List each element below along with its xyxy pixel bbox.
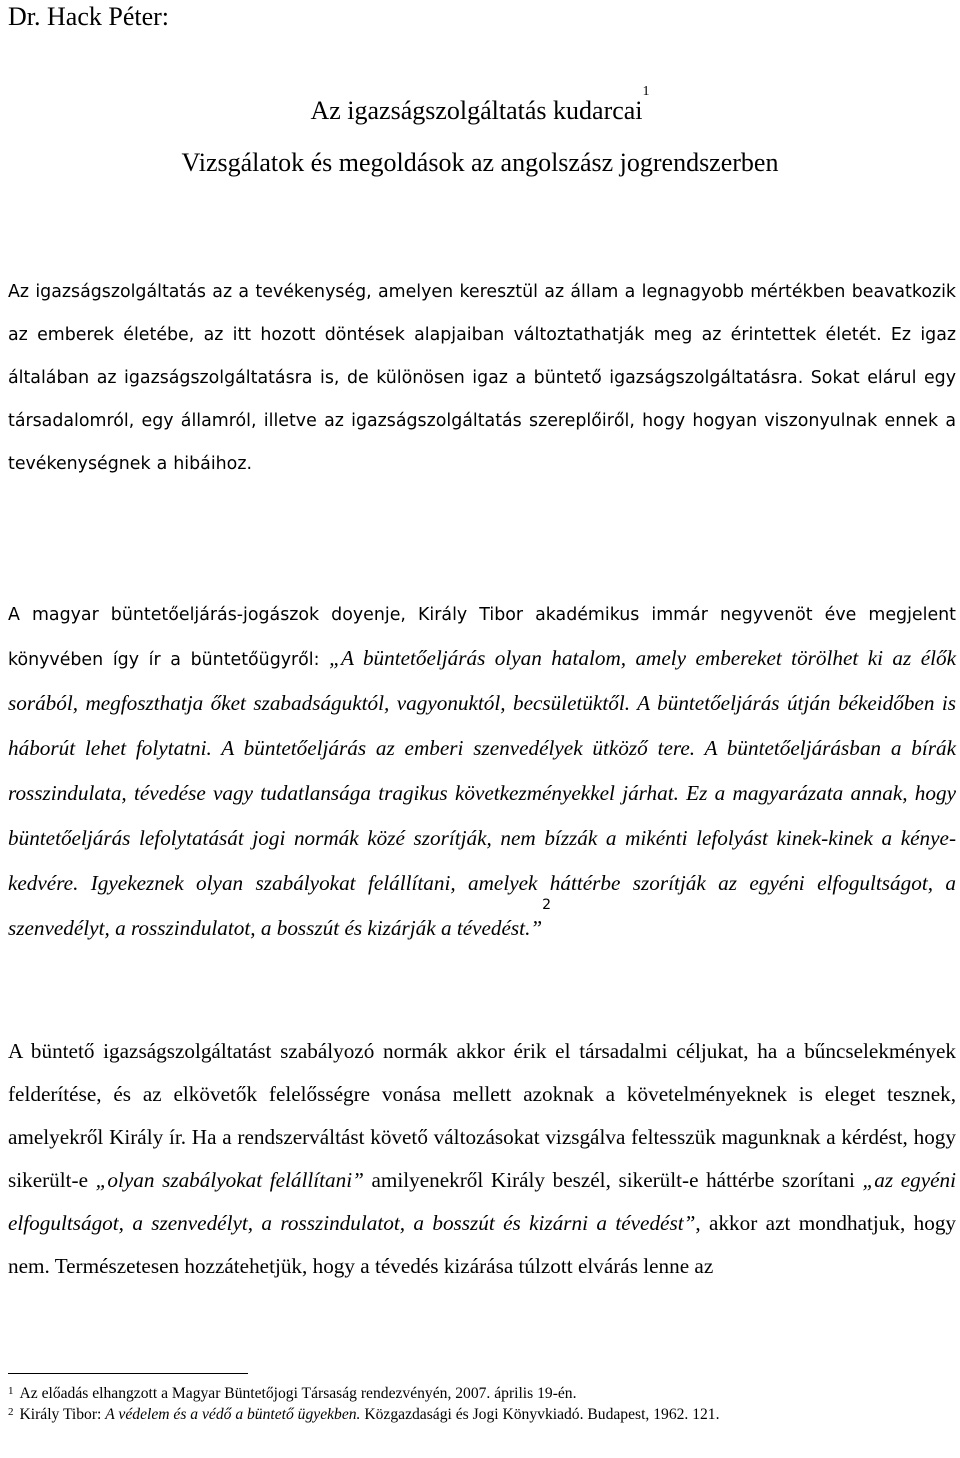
footnote-2 xyxy=(8,1404,958,1425)
footnote-1 xyxy=(8,1383,958,1404)
footnote-1-text: Az előadás elhangzott a Magyar Büntetőjogi Társaság rendezvényén, 2007. április 19-én. xyxy=(19,1385,577,1402)
document-subtitle: Vizsgálatok és megoldások az angolszász jogrendszerben xyxy=(181,148,779,177)
footnote-2-mark[interactable]: 2 xyxy=(542,897,552,913)
paragraph-2-intro: A magyar büntetőeljárás-jogászok doyenje, Király Tibor akadémikus immár negyvenöt éve megjelent könyvében így ír a büntetőügyről: xyxy=(8,605,956,670)
paragraph-3-quote-2: „az egyéni elfogultságot, a szenvedélyt, a rosszindulatot, a bosszút és kizárni a tévedést” xyxy=(8,1168,956,1235)
footnote-2-book-title: A védelem és a védő a büntető ügyekben. xyxy=(105,1406,361,1423)
footnote-2-mark-ref: 2 xyxy=(8,1406,14,1418)
paragraph-2 xyxy=(8,594,956,952)
title-footnote-mark[interactable]: 1 xyxy=(642,84,650,99)
document-title xyxy=(0,84,960,128)
paragraph-3-part-1: A büntető igazságszolgáltatást szabályozó normák akkor érik el társadalmi céljukat, ha a bűncselekmények felderítése, és az elkövetők felelősségre vonása mellett azoknak a követelményeknek is eleget tesznek, amelyekről Király ír. Ha a rendszerváltást követő változásokat vizsgálva feltesszük magunknak a kérdést, hogy sikerült-e xyxy=(8,1039,956,1192)
title-text: Az igazságszolgáltatás kudarcai xyxy=(310,96,643,125)
footnotes xyxy=(8,1383,958,1425)
footnote-1-mark: 1 xyxy=(8,1385,14,1397)
footnote-2-text-after: Közgazdasági és Jogi Könyvkiadó. Budapest, 1962. 121. xyxy=(360,1406,720,1423)
paragraph-3-part-3: , akkor azt mondhatjuk, hogy nem. Természetesen hozzátehetjük, hogy a tévedés kizárása túlzott elvárás lenne az xyxy=(8,1211,957,1278)
paragraph-3-part-2: amilyenekről Király beszél, sikerült-e háttérbe szorítani xyxy=(363,1168,863,1192)
paragraph-1: Az igazságszolgáltatás az a tevékenység, amelyen keresztül az állam a legnagyobb mértékben beavatkozik az emberek életébe, az itt hozott döntések alapjaiban változtathatják meg az érintettek életét. Ez igaz általában az igazságszolgáltatásra is, de különösen igaz a büntető igazságszolgáltatásra. Sokat elárul egy társadalomról, egy államról, illetve az igazságszolgáltatás szereplőiről, hogy hogyan viszonyulnak ennek a tevékenységnek a hibáihoz. xyxy=(8,282,956,474)
paragraph-3-quote-1: „olyan szabályokat felállítani” xyxy=(95,1168,364,1192)
footnote-2-text-before: Király Tibor: xyxy=(19,1406,106,1423)
paragraph-3 xyxy=(8,1030,956,1288)
quotation-kiraly: „A büntetőeljárás olyan hatalom, amely embereket törölhet ki az élők sorából, megfoszthatja őket szabadságuktól, vagyonuktól, becsületüktől. A büntetőeljárás útján békeidőben is háborút lehet folytatni. A büntetőeljárás az emberi szenvedélyek ütköző tere. A büntetőeljárásban a bírák rosszindulata, tévedése vagy tudatlansága tragikus következményekkel járhat. Ez a magyarázata annak, hogy büntetőeljárás lefolytatását jogi normák közé szorítják, nem bízzák a mikénti lefolyást kinek-kinek a kénye-kedvére. Igyekeznek olyan szabályokat felállítani, amelyek háttérbe szorítják az egyéni elfogultságot, a szenvedélyt, a rosszindulatot, a bosszút és kizárják a tévedést.” xyxy=(8,646,956,940)
author-line: Dr. Hack Péter: xyxy=(8,2,170,31)
footnote-separator xyxy=(8,1373,248,1374)
